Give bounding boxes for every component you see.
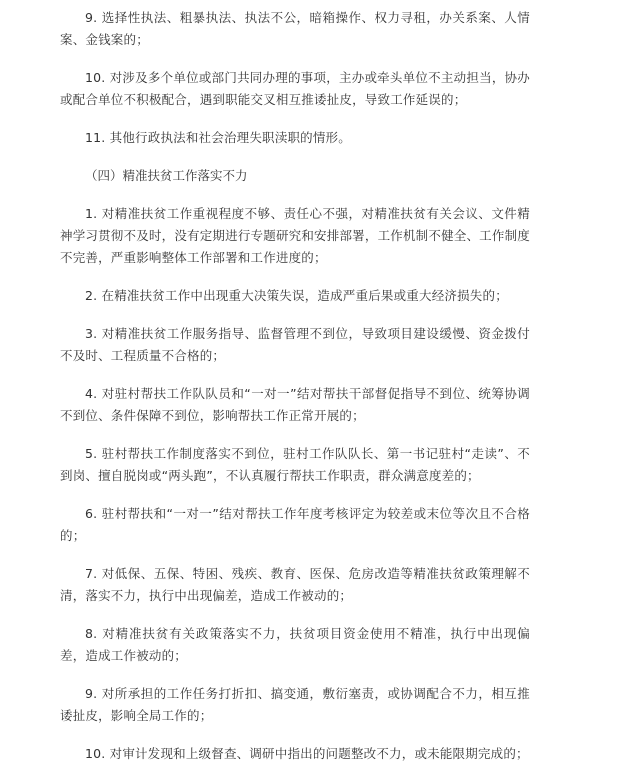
paragraph-poverty-4: 4. 对驻村帮扶工作队队员和“一对一”结对帮扶干部督促指导不到位、统筹协调不到位、条件保障不到位，影响帮扶工作正常开展的； (60, 386, 530, 423)
document-body (60, 7, 530, 781)
paragraph-poverty-7: 7. 对低保、五保、特困、残疾、教育、医保、危房改造等精准扶贫政策理解不清，落实不力，执行中出现偏差，造成工作被动的； (60, 566, 530, 603)
paragraph-poverty-9: 9. 对所承担的工作任务打折扣、搞变通，敷衍塞责，或协调配合不力，相互推诿扯皮，影响全局工作的； (60, 686, 530, 723)
paragraph-poverty-10: 10. 对审计发现和上级督查、调研中指出的问题整改不力，或未能限期完成的； (85, 746, 529, 761)
paragraph-poverty-1: 1. 对精准扶贫工作重视程度不够、责任心不强，对精准扶贫有关会议、文件精神学习贯彻不及时，没有定期进行专题研究和安排部署，工作机制不健全、工作制度不完善，严重影响整体工作部署和工作进度的； (60, 206, 530, 265)
paragraph-poverty-2: 2. 在精准扶贫工作中出现重大决策失误，造成严重后果或重大经济损失的； (85, 288, 508, 303)
paragraph-poverty-5: 5. 驻村帮扶工作制度落实不到位，驻村工作队队长、第一书记驻村“走读”、不到岗、擅自脱岗或“两头跑”，不认真履行帮扶工作职责，群众满意度差的； (60, 446, 530, 483)
paragraph-poverty-6: 6. 驻村帮扶和“一对一”结对帮扶工作年度考核评定为较差或末位等次且不合格的； (60, 506, 530, 543)
paragraph-item-9: 9. 选择性执法、粗暴执法、执法不公，暗箱操作、权力寻租，办关系案、人情案、金钱案的； (60, 10, 530, 47)
section-heading: （四）精准扶贫工作落实不力 (85, 168, 248, 183)
paragraph-item-10: 10. 对涉及多个单位或部门共同办理的事项，主办或牵头单位不主动担当，协办或配合单位不积极配合，遇到职能交叉相互推诿扯皮，导致工作延误的； (60, 70, 530, 107)
paragraph-item-11: 11. 其他行政执法和社会治理失职渎职的情形。 (85, 130, 351, 145)
paragraph-poverty-3: 3. 对精准扶贫工作服务指导、监督管理不到位，导致项目建设缓慢、资金拨付不及时、工程质量不合格的； (60, 326, 530, 363)
paragraph-poverty-8: 8. 对精准扶贫有关政策落实不力，扶贫项目资金使用不精准，执行中出现偏差，造成工作被动的； (60, 626, 530, 663)
